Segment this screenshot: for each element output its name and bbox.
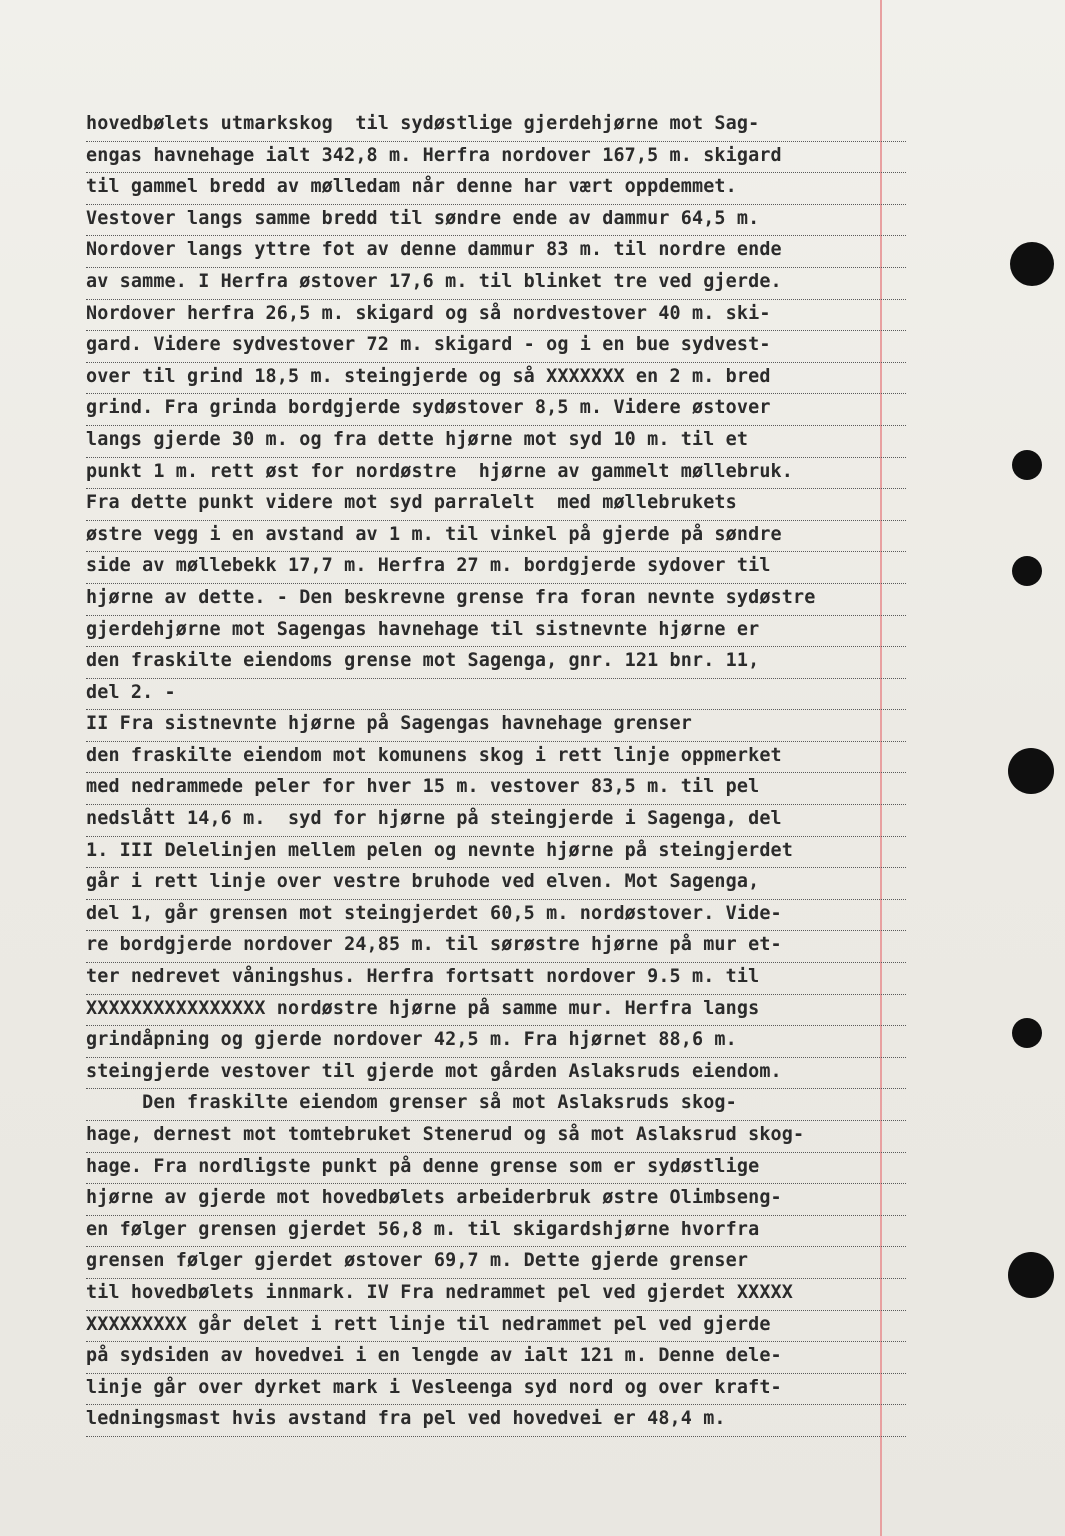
text-line: til hovedbølets innmark. IV Fra nedrammet pel ved gjerdet XXXXX	[86, 1279, 906, 1311]
text-line: grind. Fra grinda bordgjerde sydøstover 8,5 m. Videre østover	[86, 394, 906, 426]
text-line: steingjerde vestover til gjerde mot gården Aslaksruds eiendom.	[86, 1058, 906, 1090]
text-line: østre vegg i en avstand av 1 m. til vinkel på gjerde på søndre	[86, 521, 906, 553]
text-line: XXXXXXXXX går delet i rett linje til nedrammet pel ved gjerde	[86, 1311, 906, 1343]
text-line: Den fraskilte eiendom grenser så mot Aslaksruds skog-	[86, 1089, 906, 1121]
text-line: re bordgjerde nordover 24,85 m. til sørøstre hjørne på mur et-	[86, 931, 906, 963]
text-line: av samme. I Herfra østover 17,6 m. til blinket tre ved gjerde.	[86, 268, 906, 300]
text-line: XXXXXXXXXXXXXXXX nordøstre hjørne på samme mur. Herfra langs	[86, 995, 906, 1027]
text-line: gard. Videre sydvestover 72 m. skigard - og i en bue sydvest-	[86, 331, 906, 363]
text-line: grensen følger gjerdet østover 69,7 m. Dette gjerde grenser	[86, 1247, 906, 1279]
text-line: Vestover langs samme bredd til søndre ende av dammur 64,5 m.	[86, 205, 906, 237]
punch-hole	[1012, 1018, 1042, 1048]
text-line: på sydsiden av hovedvei i en lengde av ialt 121 m. Denne dele-	[86, 1342, 906, 1374]
text-line: med nedrammede peler for hver 15 m. vestover 83,5 m. til pel	[86, 773, 906, 805]
text-line: II Fra sistnevnte hjørne på Sagengas havnehage grenser	[86, 710, 906, 742]
text-line: side av møllebekk 17,7 m. Herfra 27 m. bordgjerde sydover til	[86, 552, 906, 584]
text-line: engas havnehage ialt 342,8 m. Herfra nordover 167,5 m. skigard	[86, 142, 906, 174]
text-line: den fraskilte eiendoms grense mot Sagenga, gnr. 121 bnr. 11,	[86, 647, 906, 679]
punch-hole	[1012, 556, 1042, 586]
punch-hole	[1010, 242, 1054, 286]
punch-hole	[1008, 748, 1054, 794]
text-line: ledningsmast hvis avstand fra pel ved hovedvei er 48,4 m.	[86, 1405, 906, 1437]
text-line: del 2. -	[86, 679, 906, 711]
text-line: Fra dette punkt videre mot syd parralelt med møllebrukets	[86, 489, 906, 521]
text-line: hjørne av gjerde mot hovedbølets arbeiderbruk østre Olimbseng-	[86, 1184, 906, 1216]
text-line: ter nedrevet våningshus. Herfra fortsatt nordover 9.5 m. til	[86, 963, 906, 995]
text-line: går i rett linje over vestre bruhode ved elven. Mot Sagenga,	[86, 868, 906, 900]
text-line: til gammel bredd av mølledam når denne har vært oppdemmet.	[86, 173, 906, 205]
text-line: grindåpning og gjerde nordover 42,5 m. Fra hjørnet 88,6 m.	[86, 1026, 906, 1058]
text-line: hovedbølets utmarkskog til sydøstlige gjerdehjørne mot Sag-	[86, 110, 906, 142]
text-line: 1. III Delelinjen mellem pelen og nevnte hjørne på steingjerdet	[86, 837, 906, 869]
text-line: over til grind 18,5 m. steingjerde og så XXXXXXX en 2 m. bred	[86, 363, 906, 395]
text-line: nedslått 14,6 m. syd for hjørne på steingjerde i Sagenga, del	[86, 805, 906, 837]
text-line: linje går over dyrket mark i Vesleenga syd nord og over kraft-	[86, 1374, 906, 1406]
text-line: Nordover langs yttre fot av denne dammur 83 m. til nordre ende	[86, 236, 906, 268]
text-line: den fraskilte eiendom mot komunens skog i rett linje oppmerket	[86, 742, 906, 774]
text-line: Nordover herfra 26,5 m. skigard og så nordvestover 40 m. ski-	[86, 300, 906, 332]
text-line: punkt 1 m. rett øst for nordøstre hjørne av gammelt møllebruk.	[86, 458, 906, 490]
text-line: hage, dernest mot tomtebruket Stenerud og så mot Aslaksrud skog-	[86, 1121, 906, 1153]
text-line: langs gjerde 30 m. og fra dette hjørne mot syd 10 m. til et	[86, 426, 906, 458]
punch-hole	[1008, 1252, 1054, 1298]
text-line: hjørne av dette. - Den beskrevne grense fra foran nevnte sydøstre	[86, 584, 906, 616]
text-line: hage. Fra nordligste punkt på denne grense som er sydøstlige	[86, 1153, 906, 1185]
document-body	[86, 110, 906, 1437]
text-line: en følger grensen gjerdet 56,8 m. til skigardshjørne hvorfra	[86, 1216, 906, 1248]
text-line: del 1, går grensen mot steingjerdet 60,5 m. nordøstover. Vide-	[86, 900, 906, 932]
punch-hole	[1012, 450, 1042, 480]
text-line: gjerdehjørne mot Sagengas havnehage til sistnevnte hjørne er	[86, 616, 906, 648]
